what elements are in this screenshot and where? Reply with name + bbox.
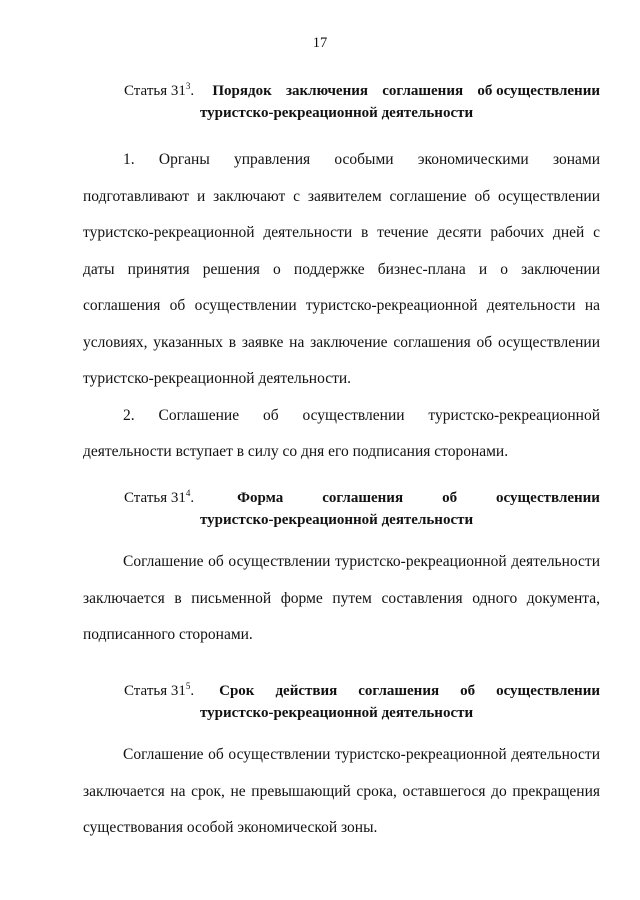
article-title-word: Порядок — [212, 83, 272, 99]
paragraph-line: существования особой экономической зоны. — [83, 819, 378, 836]
paragraph-line: условиях, указанных в заявке на заключение соглашения об осуществлении — [83, 333, 600, 351]
paragraph-line: Соглашение об осуществлении туристско-рекреационной деятельности — [123, 553, 600, 570]
paragraph-2-first-line: 2. Соглашение об осуществлении туристско-рекреационной — [123, 406, 600, 424]
article-heading-line-1 — [124, 482, 600, 509]
article-31-3-heading — [124, 75, 600, 124]
article-title-word: об — [442, 490, 458, 506]
article-title-word: осуществлении — [496, 683, 600, 699]
paragraph-line: деятельности вступает в силу со дня его подписания сторонами. — [83, 443, 509, 460]
article-heading-line-1 — [124, 675, 600, 702]
article-title-word: соглашения — [382, 83, 464, 99]
paragraph-line: заключается на срок, не превышающий срока, оставшегося до прекращения — [83, 782, 600, 800]
article-title-word: об осуществлении — [477, 83, 600, 99]
article-title-word: Форма — [237, 490, 284, 506]
article-number: Статья $31^5$. — [124, 681, 195, 699]
paragraph-1-first-line: 1. Органы управления особыми экономическими зонами — [123, 151, 600, 168]
article-31-5-heading — [124, 675, 600, 724]
article-31-4-heading — [124, 482, 600, 531]
paragraph-line: Соглашение об осуществлении туристско-рекреационной деятельности — [123, 746, 600, 763]
article-31-3-body — [83, 150, 600, 479]
article-31-4-body — [83, 552, 600, 662]
article-title-word: соглашения — [322, 490, 404, 506]
paragraph-line: соглашения об осуществлении туристско-рекреационной деятельности на — [83, 297, 600, 314]
paragraph-line: даты принятия решения о поддержке бизнес-плана и о заключении — [83, 260, 600, 278]
article-title-word: действия — [275, 683, 338, 699]
article-title-word: осуществлении — [496, 490, 600, 506]
article-title-word: заключения — [285, 83, 368, 99]
article-heading-line-2: туристско-рекреационной деятельности — [200, 105, 474, 121]
article-title-word: соглашения — [358, 683, 440, 699]
article-number: Статья $31^3$. — [124, 81, 195, 99]
article-title-word: об — [460, 683, 476, 699]
article-number: Статья $31^4$. — [124, 488, 195, 506]
article-31-5-body — [83, 745, 600, 855]
paragraph-line: заключается в письменной форме путем составления одного документа, — [83, 589, 600, 607]
page-number: 17 — [312, 35, 328, 51]
article-title-word: Срок — [219, 683, 255, 699]
paragraph-line: туристско-рекреационной деятельности в течение десяти рабочих дней с — [83, 224, 600, 241]
article-heading-line-2: туристско-рекреационной деятельности — [200, 705, 474, 721]
article-heading-line-2: туристско-рекреационной деятельности — [200, 512, 474, 528]
paragraph-line: подготавливают и заключают с заявителем соглашение об осуществлении — [83, 187, 600, 205]
paragraph-line: подписанного сторонами. — [83, 626, 253, 643]
paragraph-line: туристско-рекреационной деятельности. — [83, 370, 352, 387]
article-heading-line-1 — [124, 75, 600, 102]
